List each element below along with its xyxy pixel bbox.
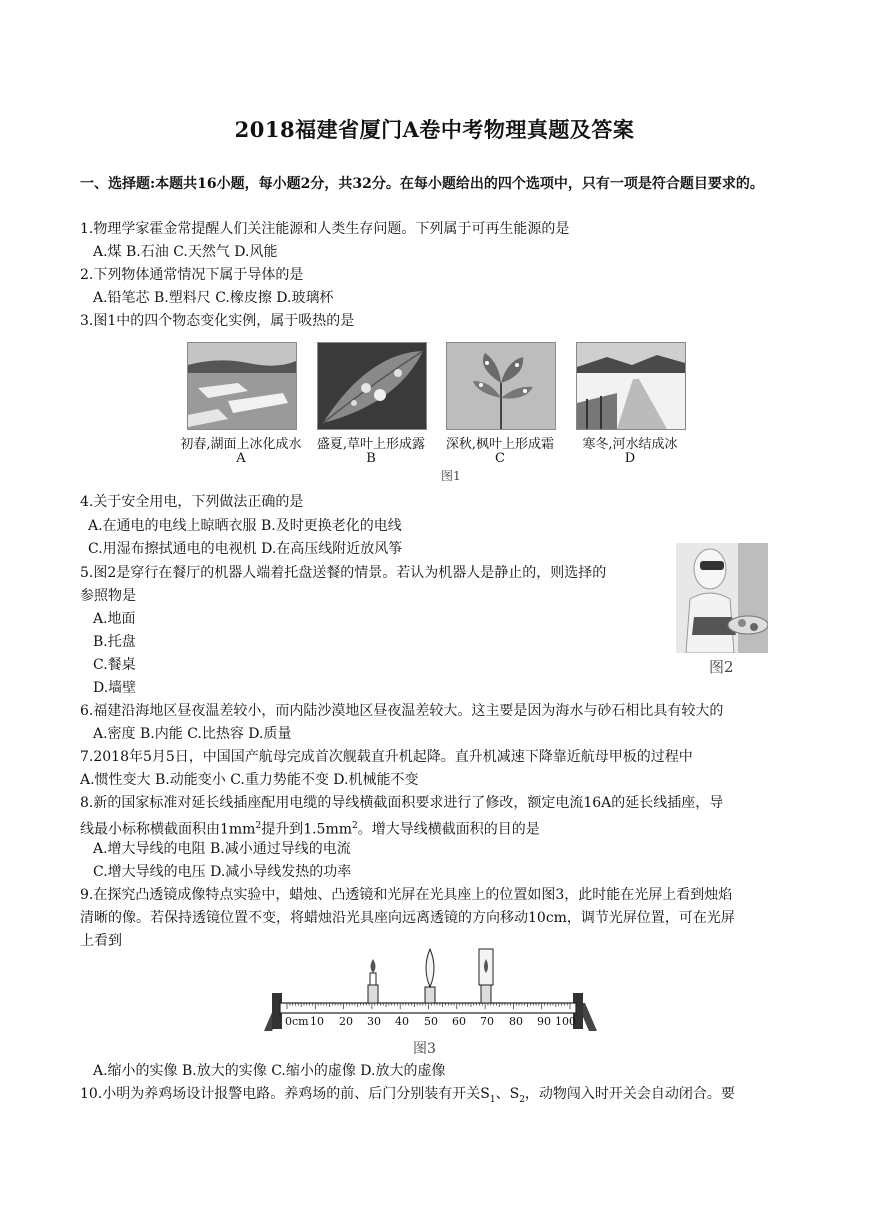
q9-options: A.缩小的实像 B.放大的实像 C.缩小的虚像 D.放大的虚像: [93, 1063, 446, 1079]
ruler-label-20: 20: [339, 1015, 353, 1028]
ruler-label-40: 40: [395, 1015, 409, 1028]
fig1-photo-melting-ice: [187, 342, 297, 430]
q7-options: A.惯性变大 B.动能变小 C.重力势能不变 D.机械能不变: [80, 772, 419, 788]
q4-stem: 4.关于安全用电，下列做法正确的是: [80, 494, 304, 510]
ruler-label-100: 100: [555, 1015, 576, 1028]
ruler-label-80: 80: [509, 1015, 523, 1028]
q5-option-a: A.地面: [93, 611, 136, 627]
q4-options-row1: A.在通电的电线上晾晒衣服 B.及时更换老化的电线: [88, 518, 402, 534]
ruler-label-60: 60: [452, 1015, 466, 1028]
ruler-label-70: 70: [480, 1015, 494, 1028]
q7-stem: 7.2018年5月5日，中国国产航母完成首次舰载直升机起降。直升机减速下降靠近航母甲板的过程中: [80, 749, 693, 765]
q8-stem: 8.新的国家标准对延长线插座配用电缆的导线横截面积要求进行了修改，额定电流16A的延长线插座，导: [80, 795, 724, 811]
fig3-ruler-labels: [285, 1015, 576, 1028]
page-title: 2018福建省厦门A卷中考物理真题及答案: [234, 117, 635, 142]
q10-text-a: 10.小明为养鸡场设计报警电路。养鸡场的前、后门分别装有开关S: [80, 1086, 490, 1102]
fig1-label: 图1: [441, 469, 461, 483]
section-header: 一、选择题:本题共16小题，每小题2分，共32分。在每小题给出的四个选项中，只有一项是符合题目要求的。: [80, 176, 764, 192]
fig1-caption-a: 初春,湖面上冰化成水: [180, 437, 302, 452]
fig1-caption-b: 盛夏,草叶上形成露: [316, 437, 426, 452]
fig1-letter-a: A: [236, 451, 246, 466]
fig1-photo-frost: [446, 342, 556, 430]
q9-stem-cont2: 上看到: [80, 933, 122, 949]
q8-text-c: 。增大导线横截面积的目的是: [357, 821, 540, 838]
q10-text-c: ，动物闯入时开关会自动闭合。要: [524, 1086, 735, 1102]
q8-options-row2: C.增大导线的电压 D.减小导线发热的功率: [93, 864, 352, 880]
q4-options-row2: C.用湿布擦拭通电的电视机 D.在高压线附近放风筝: [88, 541, 403, 557]
fig1-letter-c: C: [495, 451, 505, 466]
q8-text-a: 线最小标称横截面积由1mm: [80, 821, 256, 838]
fig3-optical-bench: [258, 945, 603, 1035]
q10-sub-2: 2: [519, 1094, 525, 1105]
fig3-candle: [368, 959, 378, 1003]
ruler-label-10: 10: [310, 1015, 324, 1028]
q10-stem: [80, 1084, 735, 1110]
fig2-label: 图2: [709, 658, 734, 676]
fig1-photo-dew: [317, 342, 427, 430]
fig1-caption-d: 寒冬,河水结成冰: [582, 437, 678, 452]
q5-option-c: C.餐桌: [93, 657, 136, 673]
fig1-photo-frozen-river: [576, 342, 686, 430]
q2-stem: 2.下列物体通常情况下属于导体的是: [80, 267, 304, 283]
q9-stem: 9.在探究凸透镜成像特点实验中，蜡烛、凸透镜和光屏在光具座上的位置如图3，此时能在光屏上看到烛焰: [80, 887, 733, 903]
fig1-caption-c: 深秋,枫叶上形成霜: [445, 437, 555, 452]
ruler-label-0: 0cm: [285, 1015, 309, 1028]
q9-stem-cont1: 清晰的像。若保持透镜位置不变，将蜡烛沿光具座向远离透镜的方向移动10cm，调节光屏位置，可在光屏: [80, 910, 735, 926]
q1-options: A.煤 B.石油 C.天然气 D.风能: [93, 244, 278, 260]
q1-stem: 1.物理学家霍金常提醒人们关注能源和人类生存问题。下列属于可再生能源的是: [80, 221, 570, 237]
ruler-label-30: 30: [367, 1015, 381, 1028]
q5-option-b: B.托盘: [93, 634, 136, 650]
fig1-letter-d: D: [624, 451, 636, 466]
q10-sub-1: 1: [489, 1094, 496, 1105]
q3-stem: 3.图1中的四个物态变化实例，属于吸热的是: [80, 313, 355, 329]
fig2-robot-image: [676, 543, 768, 653]
fig3-screen: [479, 949, 493, 1003]
q5-stem: 5.图2是穿行在餐厅的机器人端着托盘送餐的情景。若认为机器人是静止的，则选择的: [80, 565, 607, 581]
ruler-label-50: 50: [424, 1015, 438, 1028]
q10-text-b: 、S: [495, 1086, 520, 1102]
fig3-label: 图3: [413, 1041, 436, 1057]
q8-sup-2: 2: [352, 821, 358, 831]
q5-option-d: D.墙壁: [93, 680, 137, 696]
q6-options: A.密度 B.内能 C.比热容 D.质量: [93, 726, 292, 742]
q6-stem: 6.福建沿海地区昼夜温差较小，而内陆沙漠地区昼夜温差较大。这主要是因为海水与砂石相比具有较大的: [80, 703, 724, 719]
fig3-convex-lens: [425, 949, 435, 1003]
q8-stem-cont: [80, 816, 540, 840]
q8-options-row1: A.增大导线的电阻 B.减小通过导线的电流: [93, 841, 351, 857]
q8-sup-1: 2: [255, 821, 262, 831]
q2-options: A.铅笔芯 B.塑料尺 C.橡皮擦 D.玻璃杯: [93, 290, 334, 306]
q5-stem-cont: 参照物是: [80, 588, 136, 604]
q8-text-b: 提升到1.5mm: [261, 821, 353, 838]
ruler-label-90: 90: [537, 1015, 551, 1028]
fig1-letter-b: B: [366, 451, 376, 466]
